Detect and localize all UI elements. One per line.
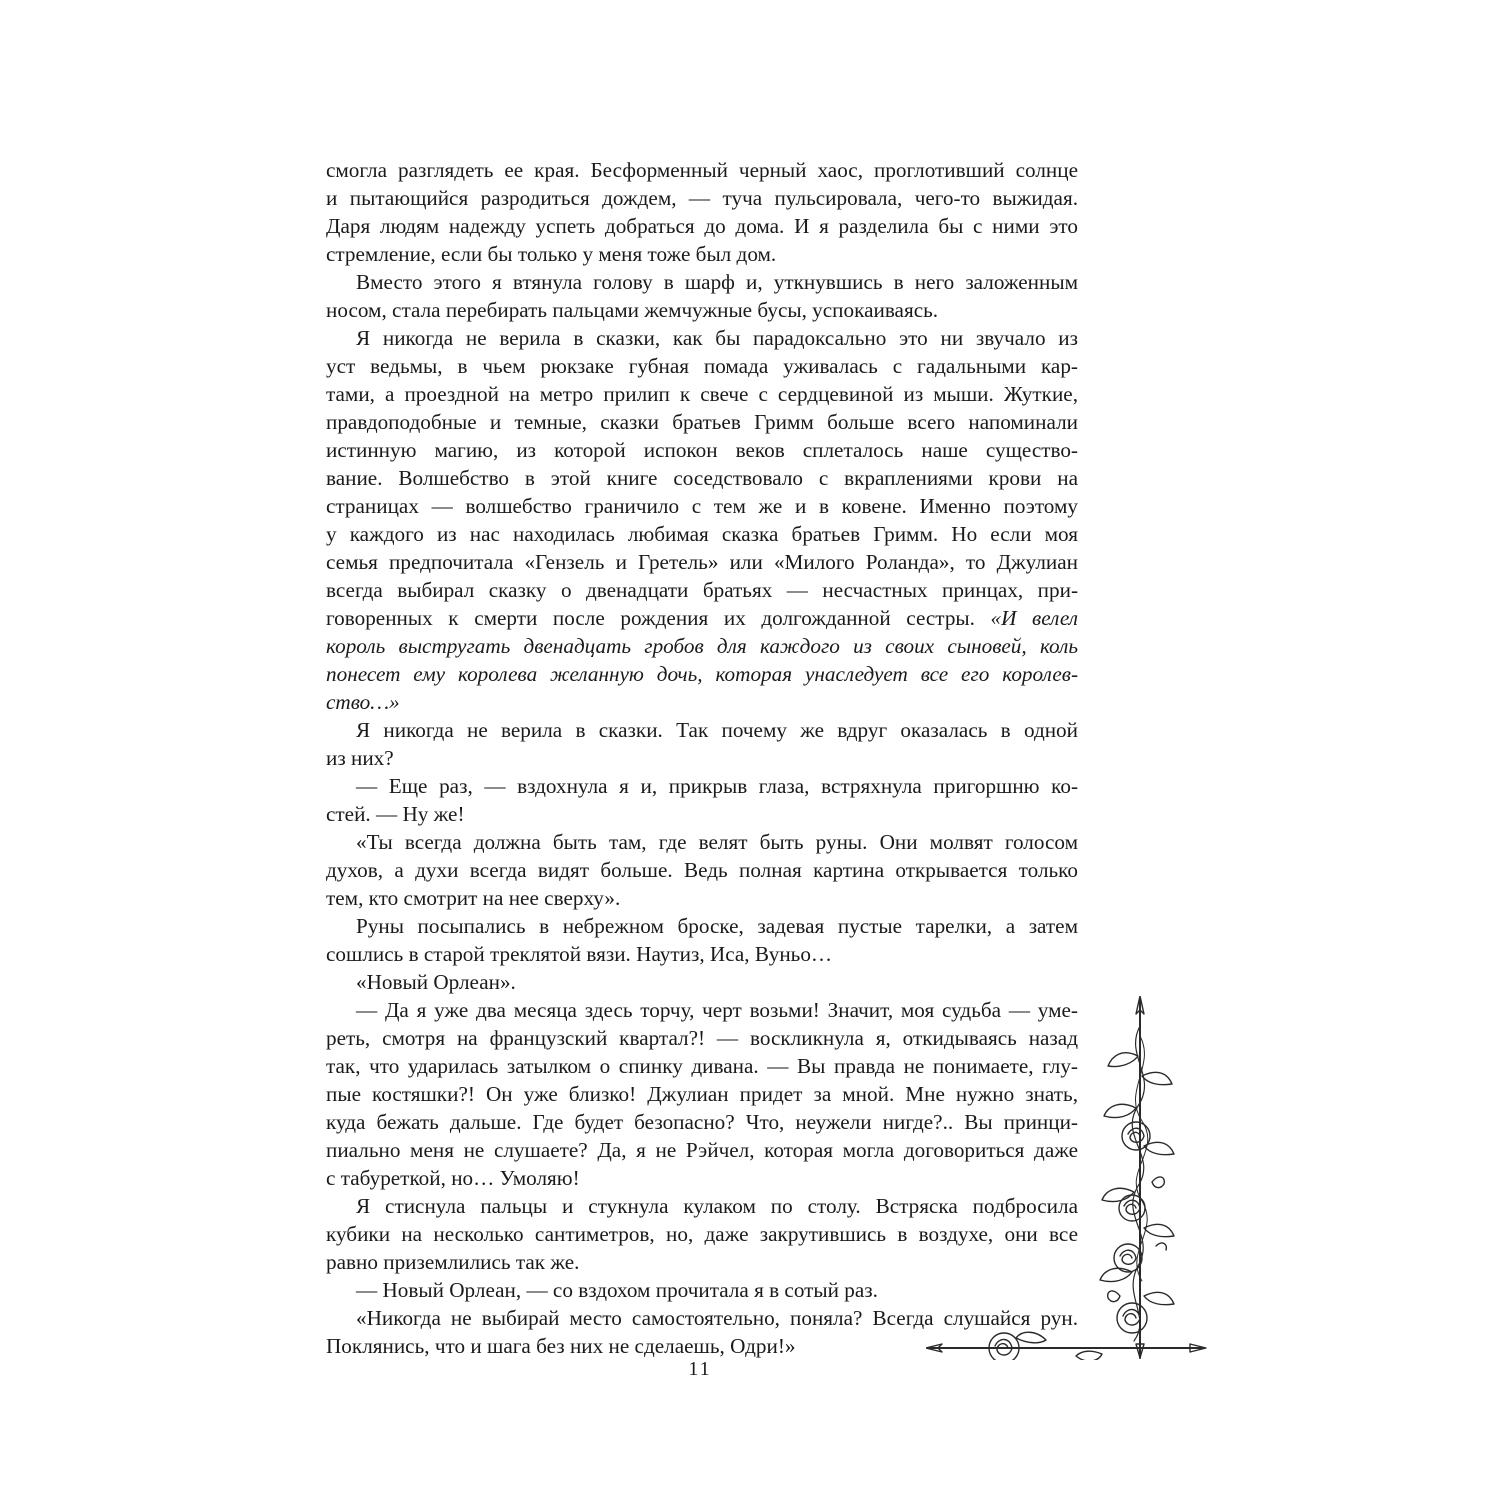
paragraph bbox=[326, 324, 1078, 716]
text-line: у каждого из нас находилась любимая сказка братьев Гримм. Но если моя bbox=[326, 522, 1078, 546]
text-line: король выстругать двенадцать гробов для каждого из своих сыновей, коль bbox=[326, 634, 1078, 658]
text-line: с табуреткой, но… Умоляю! bbox=[326, 1166, 580, 1190]
paragraph bbox=[326, 268, 1078, 324]
text-line: «Никогда не выбирай место самостоятельно, поняла? Всегда слушайся рун. bbox=[356, 1306, 1078, 1330]
text-line: — Да я уже два месяца здесь торчу, черт возьми! Значит, моя судьба — уме- bbox=[356, 998, 1078, 1022]
text-line: Даря людям надежду успеть добраться до дома. И я разделила бы с ними это bbox=[326, 214, 1078, 238]
text-line: смогла разглядеть ее края. Бесформенный черный хаос, проглотивший солнце bbox=[326, 158, 1078, 182]
italic-quote-start: «И велел bbox=[990, 606, 1078, 630]
text-line: куда бежать дальше. Где будет безопасно? Что, неужели нигде?.. Вы принци- bbox=[326, 1110, 1078, 1134]
text-line: Я никогда не верила в сказки, как бы парадоксально это ни звучало из bbox=[356, 326, 1078, 350]
paragraph bbox=[326, 716, 1078, 772]
text-line: сошлись в старой треклятой вязи. Наутиз, Иса, Вуньо… bbox=[326, 942, 833, 966]
text-line: понесет ему королева желанную дочь, которая унаследует все его королев- bbox=[326, 662, 1078, 686]
text-line: Я стиснула пальцы и стукнула кулаком по столу. Встряска подбросила bbox=[356, 1194, 1078, 1218]
text-line: пые костяшки?! Он уже близко! Джулиан придет за мной. Мне нужно знать, bbox=[326, 1082, 1078, 1106]
text-line: всегда выбирал сказку о двенадцати братьях — несчастных принцах, при- bbox=[326, 578, 1078, 602]
text-line: стремление, если бы только у меня тоже был дом. bbox=[326, 242, 777, 266]
paragraph bbox=[326, 912, 1078, 968]
paragraph bbox=[326, 828, 1078, 912]
text-line: так, что ударилась затылком о спинку дивана. — Вы правда не понимаете, глу- bbox=[326, 1054, 1078, 1078]
text-line: тами, а проездной на метро прилип к свече с сердцевиной из мыши. Жуткие, bbox=[326, 382, 1078, 406]
text-line: говоренных к смерти после рождения их долгожданной сестры. «И велел bbox=[326, 606, 1078, 630]
text-line: из них? bbox=[326, 746, 394, 770]
text-line: реть, смотря на французский квартал?! — воскликнула я, откидываясь назад bbox=[326, 1026, 1078, 1050]
text-line: «Ты всегда должна быть там, где велят быть руны. Они молвят голосом bbox=[356, 830, 1078, 854]
paragraph bbox=[326, 968, 1078, 996]
text-line: Вместо этого я втянула голову в шарф и, уткнувшись в него заложенным bbox=[356, 270, 1078, 294]
text-line: истинную магию, из которой испокон веков сплеталось наше существо- bbox=[326, 438, 1078, 462]
page-number: 11 bbox=[688, 1358, 712, 1380]
paragraph bbox=[326, 156, 1078, 268]
text-line: Поклянись, что и шага без них не сделаешь, Одри!» bbox=[326, 1334, 796, 1358]
text-line: Руны посыпались в небрежном броске, задевая пустые тарелки, а затем bbox=[356, 914, 1078, 938]
text-line: страницах — волшебство граничило с тем же и в ковене. Именно поэтому bbox=[326, 494, 1078, 518]
text-line: пиально меня не слушаете? Да, я не Рэйчел, которая могла договориться даже bbox=[326, 1138, 1078, 1162]
text-line: кубики на несколько сантиметров, но, даже закрутившись в воздухе, они все bbox=[326, 1222, 1078, 1246]
text-line: — Еще раз, — вздохнула я и, прикрыв глаза, встряхнула пригоршню ко- bbox=[356, 774, 1078, 798]
text-line: семья предпочитала «Гензель и Гретель» или «Милого Роланда», то Джулиан bbox=[326, 550, 1078, 574]
text-line: равно приземлились так же. bbox=[326, 1250, 580, 1274]
paragraph bbox=[326, 772, 1078, 828]
text-line: «Новый Орлеан». bbox=[356, 970, 516, 994]
text-line: духов, а духи всегда видят больше. Ведь полная картина открывается только bbox=[326, 858, 1078, 882]
text-line: стей. — Ну же! bbox=[326, 802, 465, 826]
text-line: — Новый Орлеан, — со вздохом прочитала я в сотый раз. bbox=[356, 1278, 878, 1302]
text-line: Я никогда не верила в сказки. Так почему же вдруг оказалась в одной bbox=[356, 718, 1078, 742]
text-line: уст ведьмы, в чьем рюкзаке губная помада уживалась с гадальными кар- bbox=[326, 354, 1078, 378]
rose-vine-corner-ornament-icon bbox=[926, 996, 1208, 1360]
text-line: носом, стала перебирать пальцами жемчужные бусы, успокаиваясь. bbox=[326, 298, 939, 322]
text-line: ство…» bbox=[326, 690, 400, 714]
text-line: тем, кто смотрит на нее сверху». bbox=[326, 886, 621, 910]
text-line: правдоподобные и темные, сказки братьев Гримм больше всего напоминали bbox=[326, 410, 1078, 434]
text-line: и пытающийся разродиться дождем, — туча пульсировала, чего-то выжидая. bbox=[326, 186, 1078, 210]
text-line: вание. Волшебство в этой книге соседствовало с вкраплениями крови на bbox=[326, 466, 1078, 490]
